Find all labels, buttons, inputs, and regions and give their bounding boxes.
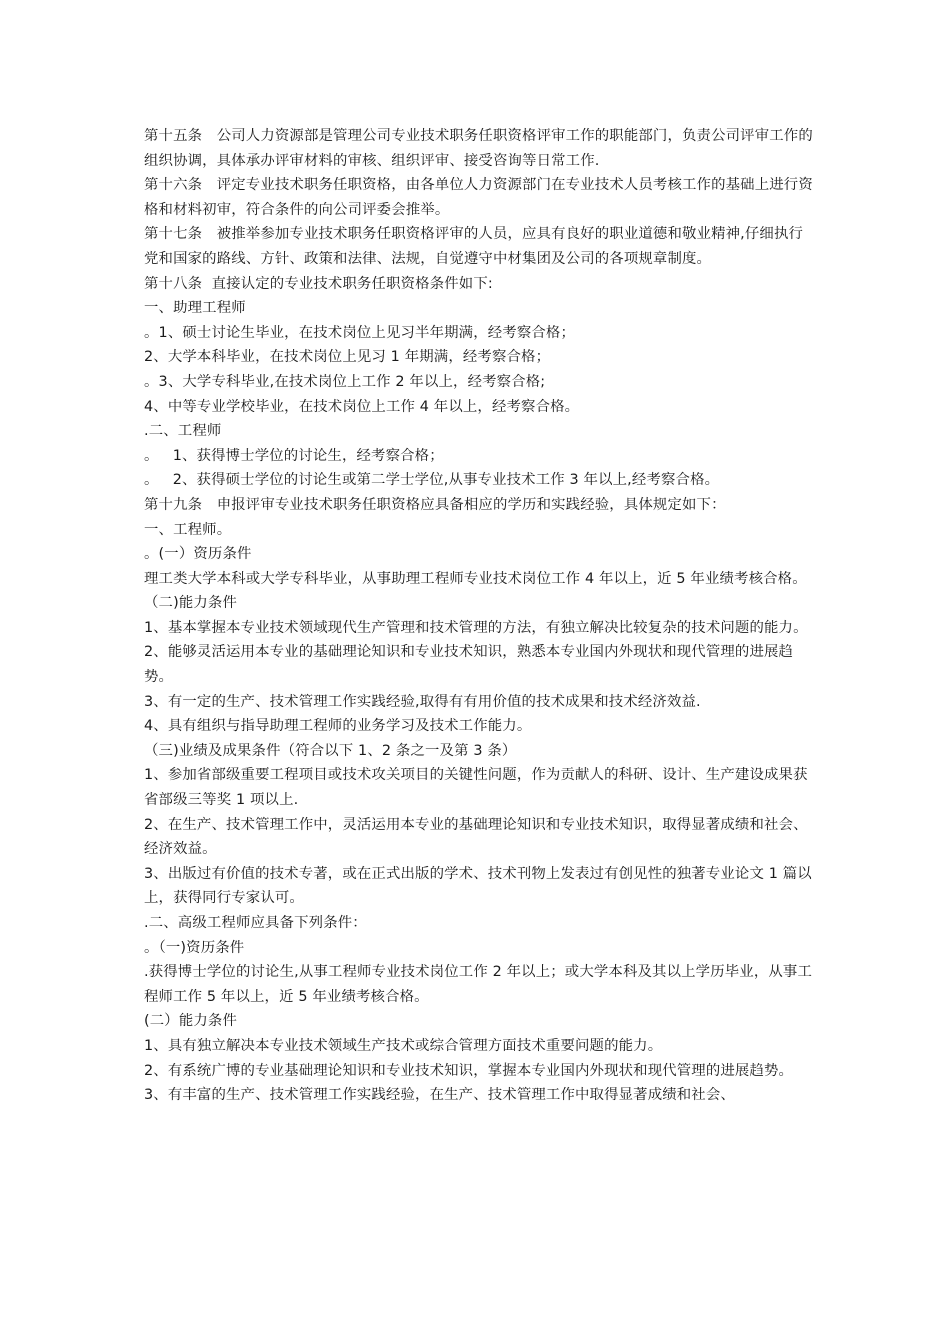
list-item: 。 2、获得硕士学位的讨论生或第二学士学位,从事专业技术工作 3 年以上,经考察合格。	[144, 472, 720, 489]
list-item: 1、参加省部级重要工程项目或技术攻关项目的关键性问题，作为贡献人的科研、设计、生产建设成果获省部级三等奖 1 项以上.	[144, 767, 808, 809]
subheading-ability: (二）能力条件	[144, 1013, 238, 1030]
list-item: 。3、大学专科毕业,在技术岗位上工作 2 年以上，经考察合格;	[144, 373, 546, 390]
list-item: 3、出版过有价值的技术专著，或在正式出版的学术、技术刊物上发表过有创见性的独著专业论文 1 篇以上，获得同行专家认可。	[144, 865, 812, 907]
document-body	[144, 124, 814, 1108]
subheading-achievement: （三)业绩及成果条件（符合以下 1、2 条之一及第 3 条）	[144, 742, 517, 759]
paragraph-article-17: 第十七条 被推举参加专业技术职务任职资格评审的人员，应具有良好的职业道德和敬业精神,仔细执行党和国家的路线、方针、政策和法律、法规，自觉遵守中材集团及公司的各项规章制度。	[144, 226, 804, 267]
list-item: 4、具有组织与指导助理工程师的业务学习及技术工作能力。	[144, 718, 532, 735]
list-item: 。1、硕士讨论生毕业，在技术岗位上见习半年期满，经考察合格；	[144, 324, 575, 341]
heading-engineer-requirements: 一、工程师。	[144, 521, 232, 538]
paragraph-article-16: 第十六条 评定专业技术职务任职资格，由各单位人力资源部门在专业技术人员考核工作的基础上进行资格和材料初审，符合条件的向公司评委会推举。	[144, 177, 813, 218]
list-item: 2、大学本科毕业，在技术岗位上见习 1 年期满，经考察合格；	[144, 349, 551, 366]
heading-senior-engineer: .二、高级工程师应具备下列条件：	[144, 915, 367, 931]
list-item: 2、在生产、技术管理工作中，灵活运用本专业的基础理论知识和专业技术知识，取得显著成绩和社会、经济效益。	[144, 816, 808, 858]
paragraph-text: .获得博士学位的讨论生,从事工程师专业技术岗位工作 2 年以上；或大学本科及其以上学历毕业，从事工程师工作 5 年以上，近 5 年业绩考核合格。	[144, 964, 812, 1005]
paragraph-article-18: 第十八条 直接认定的专业技术职务任职资格条件如下:	[144, 275, 493, 292]
paragraph-article-15: 第十五条 公司人力资源部是管理公司专业技术职务任职资格评审工作的职能部门，负责公司评审工作的组织协调，具体承办评审材料的审核、组织评审、接受咨询等日常工作.	[144, 128, 813, 169]
subheading-qualification: 。（一)资历条件	[144, 939, 245, 956]
list-item: 。 1、获得博士学位的讨论生，经考察合格；	[144, 447, 444, 464]
list-item: 2、能够灵活运用本专业的基础理论知识和专业技术知识，熟悉本专业国内外现状和现代管理的进展趋势。	[144, 644, 794, 686]
list-item: 1、具有独立解决本专业技术领域生产技术或综合管理方面技术重要问题的能力。	[144, 1037, 663, 1054]
list-item: 4、中等专业学校毕业，在技术岗位上工作 4 年以上，经考察合格。	[144, 398, 580, 415]
heading-engineer: .二、工程师	[144, 423, 222, 440]
list-item: 1、基本掌握本专业技术领域现代生产管理和技术管理的方法，有独立解决比较复杂的技术问题的能力。	[144, 619, 808, 636]
list-item: 2、有系统广博的专业基础理论知识和专业技术知识，掌握本专业国内外现状和现代管理的进展趋势。	[144, 1062, 794, 1079]
list-item: 3、有一定的生产、技术管理工作实践经验,取得有有用价值的技术成果和技术经济效益.	[144, 693, 701, 710]
subheading-ability: （二)能力条件	[144, 595, 238, 612]
heading-assistant-engineer: 一、助理工程师	[144, 300, 246, 317]
paragraph-text: 理工类大学本科或大学专科毕业，从事助理工程师专业技术岗位工作 4 年以上，近 5 年业绩考核合格。	[144, 570, 807, 587]
subheading-qualification: 。(一）资历条件	[144, 546, 252, 563]
list-item: 3、有丰富的生产、技术管理工作实践经验，在生产、技术管理工作中取得显著成绩和社会、	[144, 1087, 735, 1104]
paragraph-article-19: 第十九条 申报评审专业技术职务任职资格应具备相应的学历和实践经验，具体规定如下：	[144, 496, 726, 513]
